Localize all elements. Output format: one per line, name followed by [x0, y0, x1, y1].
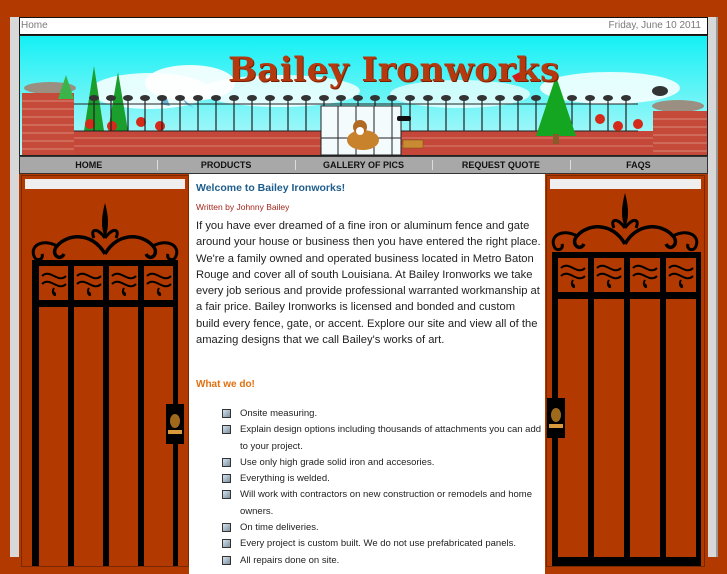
nav-gallery[interactable]: GALLERY OF PICS	[295, 157, 432, 173]
list-item: Onsite measuring.	[222, 406, 542, 422]
nav-request-quote[interactable]: REQUEST QUOTE	[432, 157, 569, 173]
list-item: Explain design options including thousands of attachments you can add to your project.	[222, 422, 542, 455]
current-date: Friday, June 10 2011	[608, 20, 701, 31]
brand-logo-title[interactable]: Bailey Ironworks	[228, 50, 560, 90]
square-bullet-icon	[222, 556, 231, 565]
nav-home[interactable]: HOME	[75, 160, 103, 170]
right-gate-panel	[546, 175, 705, 567]
header-banner	[19, 35, 708, 156]
square-bullet-icon	[222, 458, 231, 467]
square-bullet-icon	[222, 409, 231, 418]
square-bullet-icon	[222, 490, 231, 499]
page	[19, 17, 708, 566]
services-heading: What we do!	[196, 379, 255, 390]
list-item: Will work with contractors on new construction or remodels and home owners.	[222, 487, 542, 520]
square-bullet-icon	[222, 523, 231, 532]
top-bar	[19, 17, 708, 35]
article-body: If you have ever dreamed of a fine iron or aluminum fence and gate around your house or business then you have entered the right place. We're a family owned and operated business located in Metro Baton Rouge and cover all of south Louisiana. At Bailey Ironworks we take every job serious and provide professional warranted workmanship at a fair price. Bailey Ironworks is licensed and bonded and custom build every fence, gate, or accent. Explore our site and view all of the amazing designs that we call Bailey's works of art.	[196, 220, 541, 347]
square-bullet-icon	[222, 425, 231, 434]
wrought-iron-gate-icon	[547, 176, 704, 566]
square-bullet-icon	[222, 474, 231, 483]
wrought-iron-gate-icon	[22, 176, 188, 566]
article-title[interactable]: Welcome to Bailey Ironworks!	[196, 182, 346, 194]
list-item: All repairs done on site.	[222, 553, 542, 569]
square-bullet-icon	[222, 539, 231, 548]
list-item: On time deliveries.	[222, 520, 542, 536]
breadcrumb-home[interactable]: Home	[21, 20, 48, 31]
list-item: Everything is welded.	[222, 471, 542, 487]
main-content	[189, 174, 545, 574]
list-item: Every project is custom built. We do not use prefabricated panels.	[222, 536, 542, 552]
nav-products[interactable]: PRODUCTS	[157, 157, 294, 173]
left-gate-panel	[21, 175, 189, 567]
list-item: Use only high grade solid iron and accesories.	[222, 455, 542, 471]
nav-faqs[interactable]: FAQS	[570, 157, 707, 173]
article-byline: Written by Johnny Bailey	[196, 202, 290, 212]
main-nav	[19, 156, 708, 174]
